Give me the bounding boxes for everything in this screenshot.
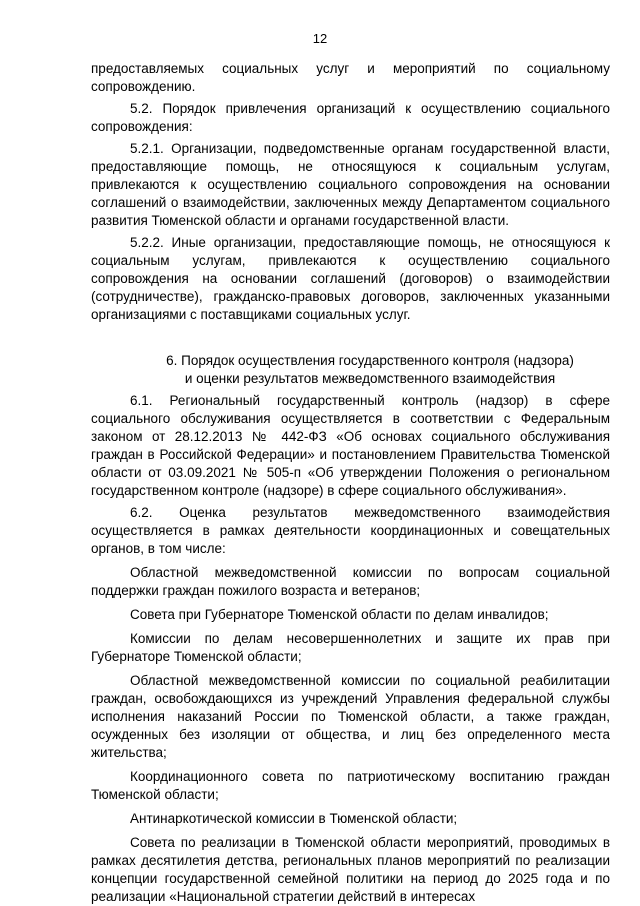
section-6-heading-line2: и оценки результатов межведомственного взаимодействия <box>184 371 556 386</box>
paragraph-6-1: 6.1. Региональный государственный контроль (надзор) в сфере социального обслуживания осуществляется в соответствии с Федеральным законом от 28.12.2013 № 442-ФЗ «Об основах социального обслуживания граждан в Российской Федерации» и постановлением Правительства Тюменской области от 03.09.2021 № 505-п «Об утверждении Положения о региональном государственном контроле (надзоре) в сфере социального обслуживания». <box>91 393 610 498</box>
page-number: 12 <box>312 31 328 46</box>
list-item-antidrug-commission: Антинаркотической комиссии в Тюменской области; <box>130 811 458 826</box>
paragraph-5-2-1: 5.2.1. Организации, подведомственные органам государственной власти, предоставляющие помощь, не относящуюся к социальным услугам, привлекаются к осуществлению социального сопровождения на основании соглашений о взаимодействии, заключенных между Департаментом социального развития Тюменской области и органами государственной власти. <box>91 141 610 228</box>
list-item-council-disabled: Совета при Губернаторе Тюменской области по делам инвалидов; <box>130 607 549 622</box>
paragraph-6-2: 6.2. Оценка результатов межведомственного взаимодействия осуществляется в рамках деятельности координационных и совещательных органов, в том числе: <box>91 505 610 556</box>
list-item-commission-minors: Комиссии по делам несовершеннолетних и защите их прав при Губернаторе Тюменской области; <box>91 631 610 664</box>
list-item-council-childhood: Совета по реализации в Тюменской области мероприятий, проводимых в рамках десятилетия детства, региональных планов мероприятий по реализации концепции государственной семейной политики на период до 2025 года и по реализации «Национальной стратегии действий в интересах <box>91 835 610 904</box>
paragraph-continuation: предоставляемых социальных услуг и мероприятий по социальному сопровождению. <box>91 61 610 94</box>
section-6-heading-line1: 6. Порядок осуществления государственного контроля (надзора) <box>166 353 574 368</box>
paragraph-5-2: 5.2. Порядок привлечения организаций к осуществлению социального сопровождения: <box>91 101 610 134</box>
list-item-commission-rehabilitation: Областной межведомственной комиссии по социальной реабилитации граждан, освобождающихся из учреждений Управления федеральной службы исполнения наказаний России по Тюменской области, а также граждан, осужденных без изоляции от общества, и лиц без определенного места жительства; <box>91 673 610 760</box>
paragraph-5-2-2: 5.2.2. Иные организации, предоставляющие помощь, не относящуюся к социальным услугам, привлекаются к осуществлению социального сопровождения на основании соглашений (договоров) о взаимодействии (сотрудничестве), гражданско-правовых договоров, заключенных указанными организациями с поставщиками социальных услуг. <box>91 235 610 322</box>
section-6-heading <box>91 352 610 388</box>
list-item-commission-elderly: Областной межведомственной комиссии по вопросам социальной поддержки граждан пожилого возраста и ветеранов; <box>91 565 610 598</box>
document-body <box>91 60 610 906</box>
list-item-council-patriotic: Координационного совета по патриотическому воспитанию граждан Тюменской области; <box>91 769 610 802</box>
